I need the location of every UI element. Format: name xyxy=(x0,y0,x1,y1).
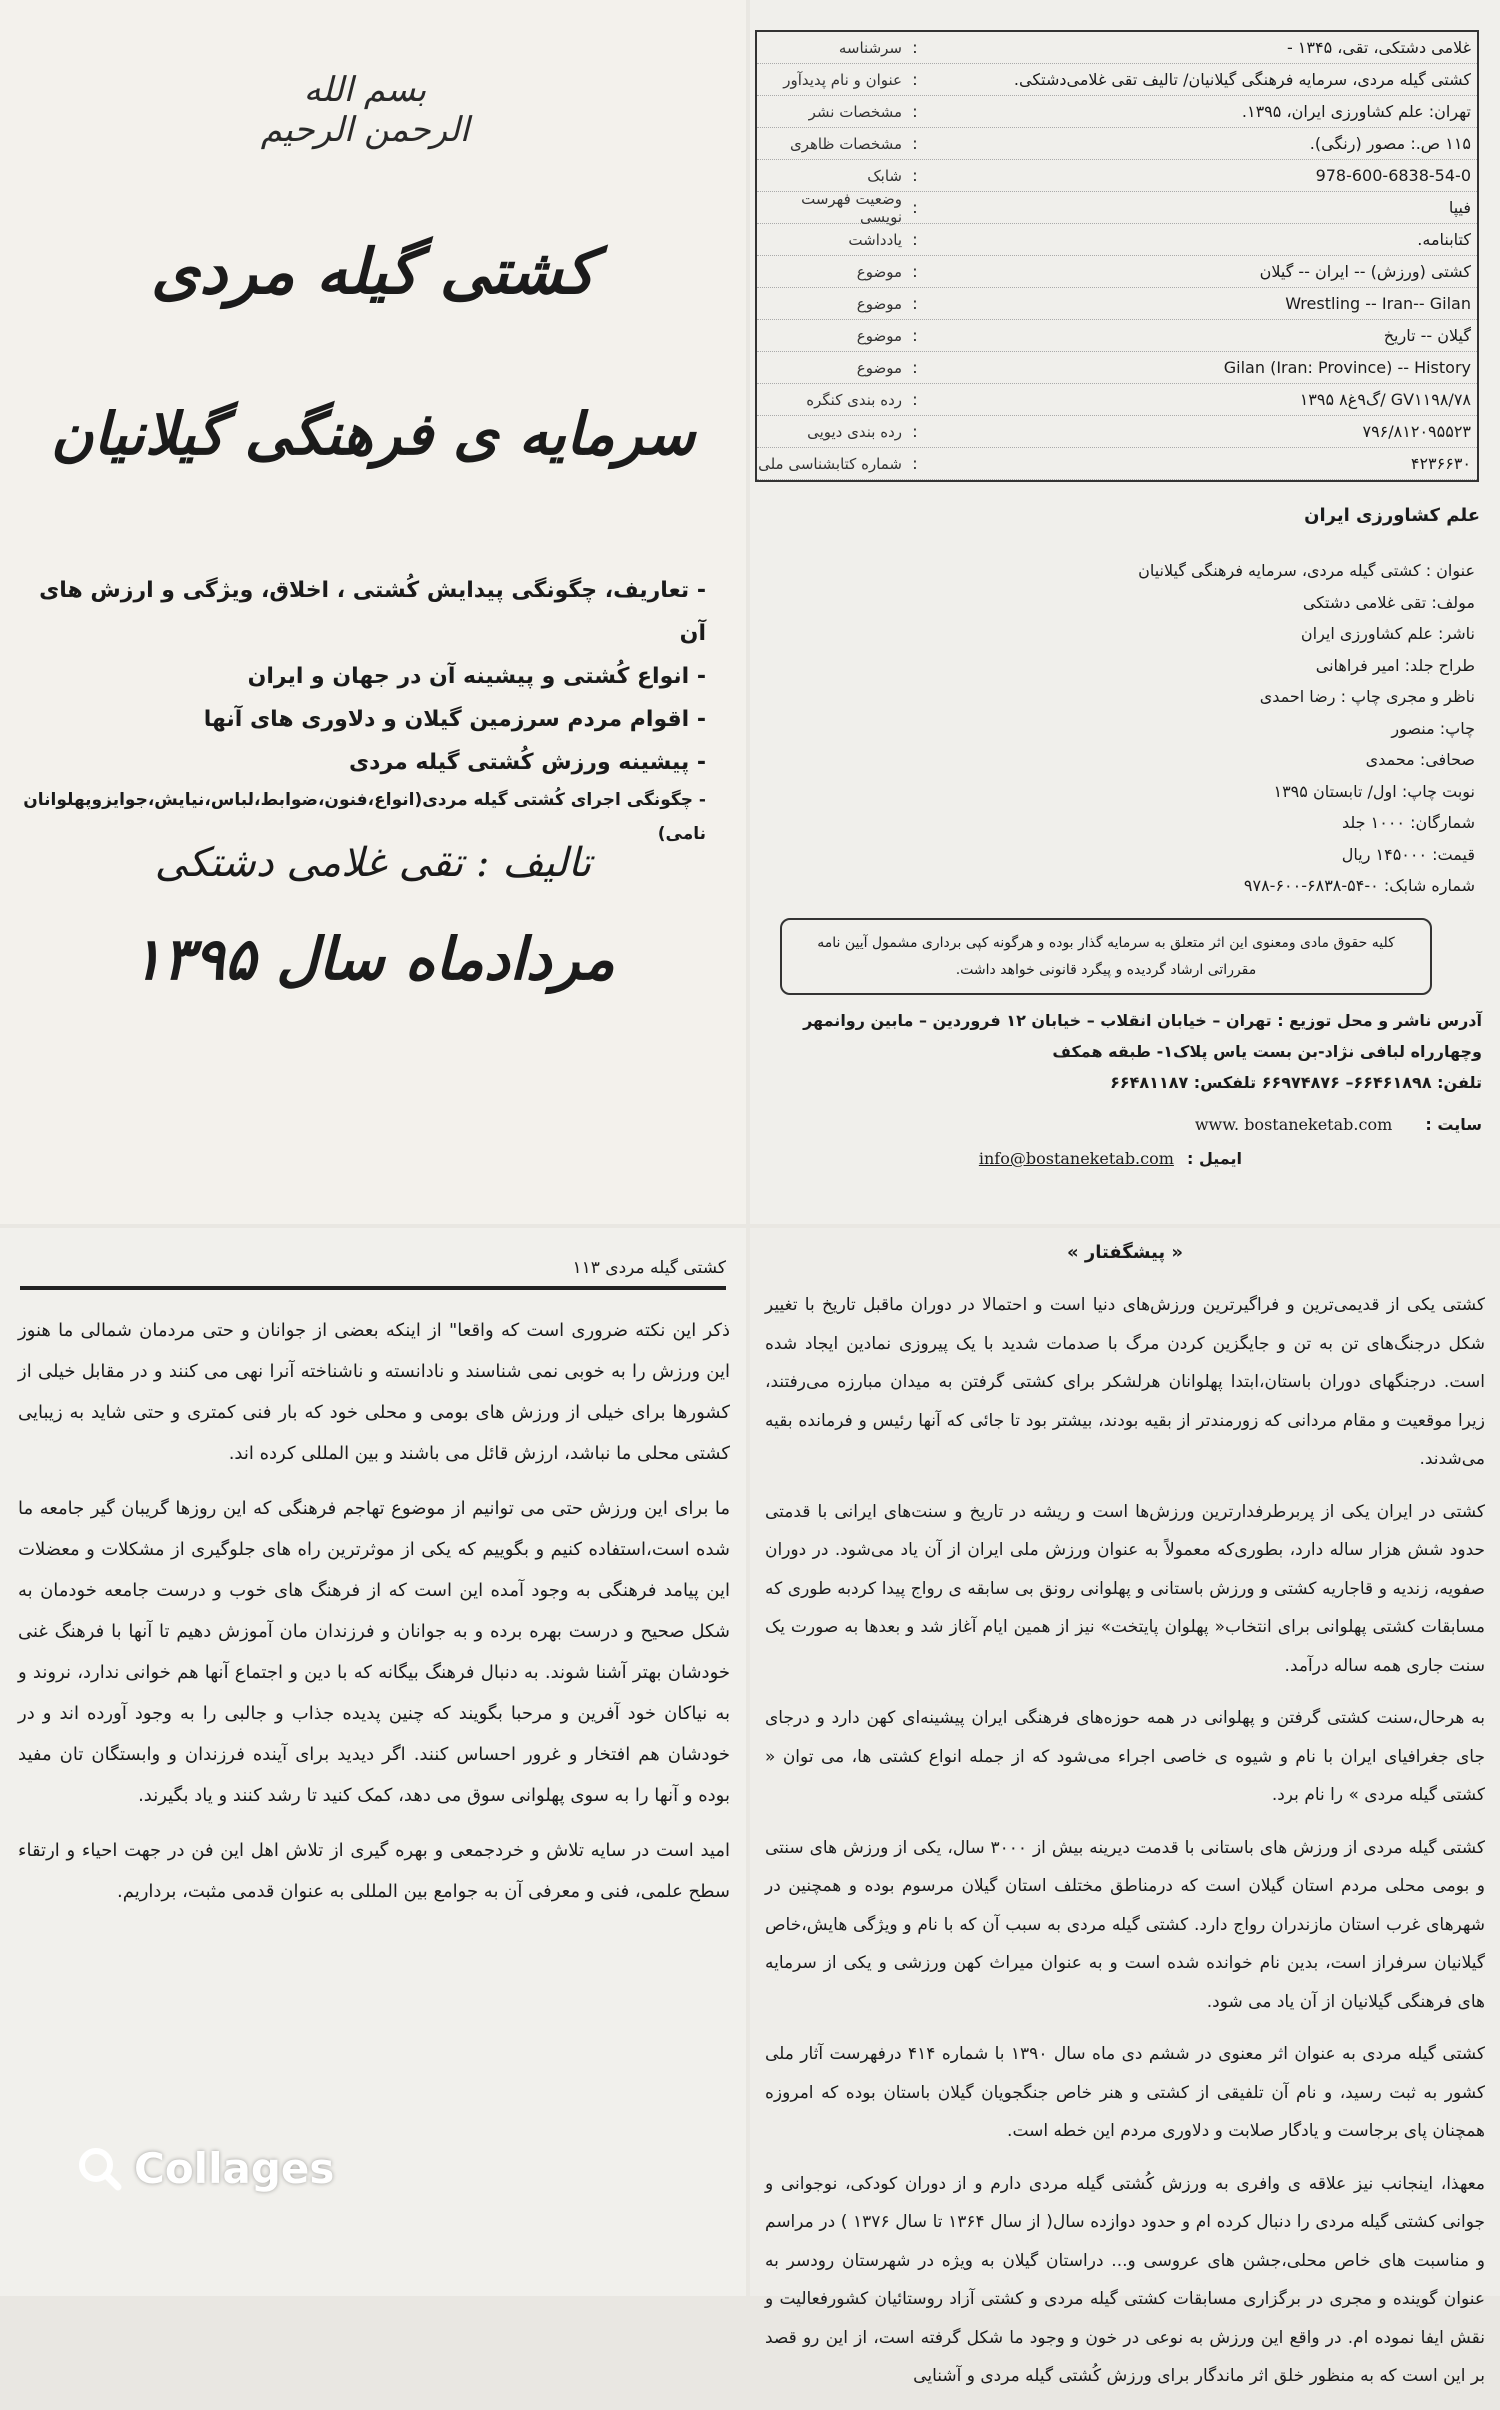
detail-line: قیمت: ۱۴۵۰۰۰ ریال xyxy=(1341,844,1475,864)
paragraph: کشتی گیله مردی به عنوان اثر معنوی در ششم دی ماه سال ۱۳۹۰ با شماره ۴۱۴ درفهرست آثار ملی کشور به ثبت رسید، و نام آن تلفیقی از کشتی و هنر خاص جنگجویان گیلان باستان بوده که امروزه همچنان پای برجاست و یادگار صلابت و دلاوری مردم این خطه است. xyxy=(765,2044,1485,2141)
cip-key: موضوع xyxy=(856,262,902,281)
address-line: آدرس ناشر و محل توزیع : تهران – خیابان انقلاب – خیابان ۱۲ فروردین – مابین روانمهر xyxy=(803,1011,1482,1030)
cip-value: کشتی (ورزش) -- ایران -- گیلان xyxy=(1259,262,1471,281)
topic-item: - چگونگی اجرای کُشتی گیله مردی(انواع،فنون،ضوابط،لباس،نیایش،جوایزوپهلوانان نامی) xyxy=(23,790,706,844)
cip-colon: : xyxy=(912,102,918,121)
cip-row xyxy=(757,416,1477,448)
cip-colon: : xyxy=(912,294,918,313)
paragraph: ما برای این ورزش حتی می توانیم از موضوع تهاجم فرهنگی که این روزها گریبان گیر جامعه ما شده است،استفاده کنیم و بگوییم که یکی از موثرترین راه های جلوگیری از مشکلات و معضلات این پیامد فرهنگی به وجود آمده این است که از فرهنگ های خوب و درست جامعه خودمان به شکل صحیح و درست بهره برده و به جوانان و فرزندان مان آموزش دهیم تا آنها با فرهنگ غنی خودشان بهتر آشنا شوند. به دنبال فرهنگ بیگانه که با دین و اجتماع آنها هم خوانی ندارد، نروند و به نیاکان خود آفرین و مرحبا بگویند که چنین پدیده جذاب و جالبی را به وجود آورده اند و در خودشان هم افتخار و غرور احساس کنند. اگر دیدید برای آینده فرزندان و وابستگان تان مفید بوده و آنها را به سوی پهلوانی سوق می دهد، کمک کنید تا رشد کنند و یاد بگیرند. xyxy=(18,1498,730,1806)
site-label: سایت : xyxy=(1425,1115,1482,1134)
cip-row xyxy=(757,288,1477,320)
cip-key: مشخصات ظاهری xyxy=(789,134,902,153)
cip-value: GV۱۱۹۸/۷۸ /گ۹غ۸ ۱۳۹۵ xyxy=(1299,390,1471,409)
watermark-label: Collages xyxy=(134,2143,335,2193)
cip-value: ۴۲۳۶۶۳۰ xyxy=(1410,454,1471,473)
paragraph: امید است در سایه تلاش و خردجمعی و بهره گیری از تلاش اهل این فن در جهت احیاء و ارتقاء سطح علمی، فنی و معرفی آن به جوامع بین المللی به عنوان قدمی مثبت، برداریم. xyxy=(18,1840,730,1902)
address-line: وچهارراه لبافی نژاد-بن بست یاس پلاک۱- طبقه همکف xyxy=(1052,1042,1482,1061)
paragraph: به هرحال،سنت کشتی گرفتن و پهلوانی در همه حوزه‌های فرهنگی ایران پیشینه‌ای کهن دارد و درجای جای جغرافیای ایران با نام و شیوه ی خاصی اجراء می‌شود که از جمله انواع کشتی ها، می توان « کشتی گیله مردی » را نام برد. xyxy=(765,1708,1485,1805)
cip-value: Gilan (Iran: Province) -- History xyxy=(1223,358,1471,377)
running-head: کشتی گیله مردی ۱۱۳ xyxy=(20,1258,726,1290)
cip-key: موضوع xyxy=(856,358,902,377)
preface-body xyxy=(765,1286,1485,2410)
cip-key: عنوان و نام پدیدآور xyxy=(783,70,902,89)
cip-row xyxy=(757,352,1477,384)
text-page-113 xyxy=(0,1228,746,2296)
rights-notice: کلیه حقوق مادی ومعنوی این اثر متعلق به سرمایه گذار بوده و هرگونه کپی برداری مشمول آیین نامه مقرراتی ارشاد گردیده و پیگرد قانونی خواهد داشت. xyxy=(780,918,1432,995)
detail-line: صحافی: محمدی xyxy=(1365,750,1475,769)
cip-colon: : xyxy=(912,230,918,249)
cip-colon: : xyxy=(912,198,918,217)
detail-line: مولف: تقی غلامی دشتکی xyxy=(1302,592,1475,612)
cip-row xyxy=(757,448,1477,480)
cip-key: شماره کتابشناسی ملی xyxy=(758,454,902,473)
cip-colon: : xyxy=(912,422,918,441)
cip-value: گیلان -- تاریخ xyxy=(1383,326,1471,345)
email-link[interactable]: info@bostaneketab.com xyxy=(978,1149,1174,1168)
cip-row xyxy=(757,160,1477,192)
cip-value: Wrestling -- Iran-- Gilan xyxy=(1285,294,1471,313)
cip-key: وضعیت فهرست نویسی xyxy=(801,189,902,226)
cip-value: تهران: علم کشاورزی ایران، ۱۳۹۵. xyxy=(1241,102,1471,121)
cip-table xyxy=(755,30,1479,482)
cip-key: سرشناسه xyxy=(838,38,902,57)
cip-colon: : xyxy=(912,134,918,153)
cip-value: فیپا xyxy=(1448,198,1471,217)
cip-colon: : xyxy=(912,38,918,57)
paragraph: معهذا، اینجانب نیز علاقه ی وافری به ورزش کُشتی گیله مردی دارم و از دوران کودکی، نوجوانی و جوانی کشتی گیله مردی را دنبال کرده ام و حدود دوازده سال( از سال ۱۳۶۴ تا سال ۱۳۷۶ ) در مراسم و مناسبت های خاص محلی،جشن های عروسی و... دراستان گیلان به ویژه در شهرستان رودسر به عنوان گوینده و مجری در برگزاری مسابقات کشتی گیله مردی و کشتی آزاد روستائیان کشورفعالیت و نقش ایفا نموده ام. در واقع این ورزش به نوعی در خون و وجود ما شکل گرفته است، از این رو قصد بر این است که به منظور خلق اثر ماندگار برای ورزش کُشتی گیله مردی و آشنایی xyxy=(765,2173,1485,2386)
paragraph: ذکر این نکته ضروری است که واقعا" از اینکه بعضی از جوانان و حتی مردمان شمالی ما هنوز این ورزش را به خوبی نمی شناسند و نادانسته و ناشناخته آنرا نهی می کنند و در مقابل خیلی از کشورها برای خیلی از ورزش های بومی و محلی خود که بار فنی کمتری و حتی شاید به زیبایی کشتی محلی ما نباشد، ارزش قائل می باشند و بین المللی کرده اند. xyxy=(18,1320,730,1464)
cip-key: رده بندی دیویی xyxy=(807,422,902,441)
publisher-address xyxy=(767,1005,1482,1098)
cip-row xyxy=(757,189,1477,226)
contact-info xyxy=(767,1108,1482,1176)
detail-line: چاپ: منصور xyxy=(1391,718,1475,738)
cip-colon: : xyxy=(912,70,918,89)
cip-colon: : xyxy=(912,326,918,345)
cip-value: ۱۱۵ ص.: مصور (رنگی). xyxy=(1309,134,1471,153)
cip-value: کشتی گیله مردی، سرمایه فرهنگی گیلانیان/ تالیف تقی غلامی‌دشتکی. xyxy=(1013,70,1471,89)
publication-date: مردادماه سال ۱۳۹۵ xyxy=(131,925,615,993)
author-line: تالیف : تقی غلامی دشتکی xyxy=(154,840,592,886)
cip-row xyxy=(757,256,1477,288)
book-title: کشتی گیله مردی xyxy=(151,235,595,308)
cip-row xyxy=(757,128,1477,160)
cip-colon: : xyxy=(912,166,918,185)
topic-item: - تعاریف، چگونگی پیدایش کُشتی ، اخلاق، ویژگی و ارزش های آن xyxy=(39,578,706,646)
website-link[interactable]: www. bostaneketab.com xyxy=(1194,1115,1393,1134)
preface-title: « پیشگفتار » xyxy=(1066,1242,1184,1263)
email-label: ایمیل : xyxy=(1187,1149,1242,1168)
phone-line: تلفن: ۶۶۴۶۱۸۹۸– ۶۶۹۷۴۸۷۶ تلفکس: ۶۶۴۸۱۱۸۷ xyxy=(1110,1073,1482,1092)
cip-value: غلامی دشتکی، تقی، ۱۳۴۵ - xyxy=(1286,38,1471,57)
detail-line: شمارگان: ۱۰۰۰ جلد xyxy=(1341,813,1475,832)
detail-line: نوبت چاپ: اول/ تابستان ۱۳۹۵ xyxy=(1273,781,1475,801)
collages-watermark xyxy=(76,2142,334,2194)
page-body xyxy=(18,1310,730,1926)
detail-line: طراح جلد: امیر فراهانی xyxy=(1315,655,1475,675)
cip-row xyxy=(757,320,1477,352)
search-icon xyxy=(76,2145,122,2191)
cip-colon: : xyxy=(912,358,918,377)
cip-row xyxy=(757,224,1477,256)
cip-colon: : xyxy=(912,454,918,473)
cip-row xyxy=(757,32,1477,64)
cip-key: یادداشت xyxy=(848,230,902,249)
cip-key: مشخصات نشر xyxy=(808,102,902,121)
cip-key: موضوع xyxy=(856,294,902,313)
cip-value: ۷۹۶/۸۱۲۰۹۵۵۲۳ xyxy=(1362,422,1471,441)
cip-colon: : xyxy=(912,262,918,281)
bismillah-calligraphy: بسم الله الرحمن الرحیم xyxy=(260,70,470,150)
detail-line: عنوان : کشتی گیله مردی، سرمایه فرهنگی گیلانیان xyxy=(1138,561,1475,580)
cip-key: موضوع xyxy=(856,326,902,345)
detail-line: ناشر: علم کشاورزی ایران xyxy=(1300,624,1475,643)
detail-line: ناظر و مجری چاپ : رضا احمدی xyxy=(1259,687,1475,706)
book-subtitle: سرمایه ی فرهنگی گیلانیان xyxy=(50,400,696,468)
catalog-page xyxy=(750,0,1500,1224)
preface-page xyxy=(750,1228,1500,2386)
cip-value: 978-600-6838-54-0 xyxy=(1315,166,1471,185)
cip-row xyxy=(757,64,1477,96)
book-details xyxy=(775,555,1475,902)
paragraph: کشتی یکی از قدیمی‌ترین و فراگیرترین ورزش‌های دنیا است و احتمالا در دوران ماقبل تاریخ با تغییر شکل درجنگ‌های تن به تن و جایگزین کردن مرگ با صدمات شدید با یک پیروزی نمادین ایجاد شده است. درجنگهای دوران باستان،ابتدا پهلوانان هرلشکر برای کشتی گرفتن به میدان مبارزه می‌رفتند، زیرا موقعیت و مقام مردانی که زورمندتر از بقیه بودند، بیشتر بود تا جائی که آنها رئیس و فرمانده بقیه می‌شدند. xyxy=(765,1295,1485,1469)
title-page xyxy=(0,0,746,1224)
publisher-heading: علم کشاورزی ایران xyxy=(1304,505,1480,526)
cip-colon: : xyxy=(912,390,918,409)
cip-key: رده بندی کنگره xyxy=(806,390,902,409)
cip-row xyxy=(757,96,1477,128)
topic-list xyxy=(16,570,706,851)
topic-item: - پیشینه ورزش کُشتی گیله مردی xyxy=(349,749,706,775)
cip-value: کتابنامه. xyxy=(1417,230,1471,249)
paragraph: کشتی گیله مردی از ورزش های باستانی با قدمت دیرینه بیش از ۳۰۰۰ سال، یکی از ورزش های سنتی و بومی محلی مردم استان گیلان است که درمناطق مختلف استان گیلان مرسوم بوده و همچنین در شهرهای غرب استان مازندران رواج دارد. کشتی گیله مردی به سبب آن که با نام و ویژگی هایش،خاص گیلانیان سرفراز است، بدین نام خوانده شده است و به عنوان میراث کهن ورزشی و یکی از سرمایه های فرهنگی گیلانیان از آن یاد می شود. xyxy=(765,1837,1485,2012)
topic-item: - اقوام مردم سرزمین گیلان و دلاوری های آنها xyxy=(203,706,706,732)
detail-line: شماره شابک: ۰-۵۴-۶۸۳۸-۶۰۰-۹۷۸ xyxy=(1243,876,1475,895)
paragraph: کشتی در ایران یکی از پربرطرفدارترین ورزش‌ها است و ریشه در تاریخ و سنت‌های ایرانی با قدمتی حدود شش هزار ساله دارد، بطوری‌که معمولاً به عنوان ورزش ملی ایران از آن یاد می‌شود. در دوران صفویه، زندیه و قاجاریه کشتی و ورزش باستانی و پهلوانی رونق بی سابقه ی رواج پیدا کردبه طوری که مسابقات کشتی پهلوانی برای انتخاب« پهلوان پایتخت» نیز از همین ایام آغاز شد و بعدها به صورت یک سنت جاری همه ساله درآمد. xyxy=(765,1501,1485,1676)
cip-row xyxy=(757,384,1477,416)
topic-item: - انواع کُشتی و پیشینه آن در جهان و ایران xyxy=(247,663,706,689)
cip-key: شابک xyxy=(867,166,902,185)
